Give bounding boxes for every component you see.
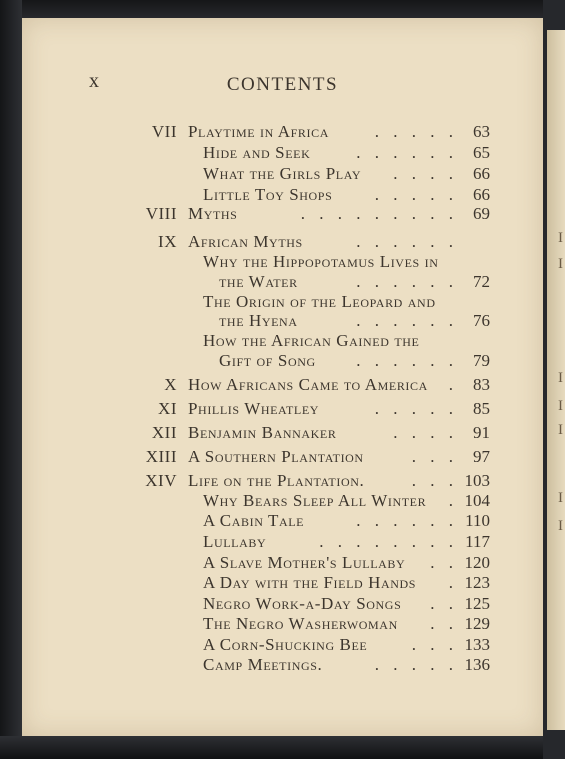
toc-entry — [22, 121, 490, 143]
page-ref: 85 — [473, 399, 490, 418]
toc-entry — [22, 490, 490, 512]
page-ref: 66 — [473, 164, 490, 183]
page-ref: 91 — [473, 423, 490, 442]
page-ref: 120 — [464, 553, 490, 572]
dot-leader: . . — [430, 614, 458, 633]
entry-title: A Slave Mother's Lullaby — [203, 553, 406, 572]
toc-entry — [22, 510, 490, 532]
toc-entry — [22, 613, 490, 635]
dot-leader: . . . . . . — [356, 351, 458, 370]
toc-entry — [22, 163, 490, 185]
facing-page-glyph: I — [558, 230, 563, 246]
dot-leader: . . . . . — [374, 122, 458, 141]
entry-title: How Africans Came to America — [188, 375, 428, 394]
chapter-numeral: XI — [158, 399, 177, 418]
page-ref: 123 — [464, 573, 490, 592]
dot-leader: . — [448, 375, 458, 394]
page-ref: 83 — [473, 375, 490, 394]
facing-page-glyph: I — [558, 256, 563, 272]
toc-entry — [22, 251, 490, 273]
toc-entry — [22, 142, 490, 164]
facing-page-edge — [547, 30, 565, 730]
facing-page-glyph: I — [558, 422, 563, 438]
dot-leader: . . . . — [393, 164, 458, 183]
dot-leader: . . . . . . . . — [319, 532, 458, 551]
chapter-numeral: XII — [151, 423, 177, 442]
toc-entry — [22, 552, 490, 574]
page-ref: 136 — [464, 655, 490, 674]
entry-title: Gift of Song — [219, 351, 316, 370]
toc-entry — [22, 470, 490, 492]
toc-entry — [22, 634, 490, 656]
entry-title: Why Bears Sleep All Winter — [203, 491, 427, 510]
entry-title: A Southern Plantation — [188, 447, 364, 466]
page-ref: 125 — [464, 594, 490, 613]
dot-leader: . . . — [411, 471, 458, 490]
book-cover-bottom — [0, 736, 565, 759]
toc-entry — [22, 593, 490, 615]
dot-leader: . . . . . — [374, 399, 458, 418]
entry-title: the Hyena — [219, 311, 298, 330]
entry-title: How the African Gained the — [203, 331, 420, 350]
facing-page-glyph: I — [558, 518, 563, 534]
entry-title: Negro Work-a-Day Songs — [203, 594, 402, 613]
entry-title: Myths — [188, 204, 238, 223]
entry-title: The Negro Washerwoman — [203, 614, 398, 633]
chapter-numeral: XIV — [145, 471, 177, 490]
facing-page-glyph: I — [558, 370, 563, 386]
entry-title: Camp Meetings. — [203, 655, 323, 674]
page-ref: 79 — [473, 351, 490, 370]
toc-entry — [22, 654, 490, 676]
toc-entry — [22, 203, 490, 225]
dot-leader: . . . . . . — [356, 272, 458, 291]
entry-title: Why the Hippopotamus Lives in — [203, 252, 439, 271]
toc-entry — [22, 350, 490, 372]
toc-entry — [22, 531, 490, 553]
dot-leader: . . . . . . — [356, 311, 458, 330]
entry-title: Hide and Seek — [203, 143, 311, 162]
entry-title: Life on the Plantation. — [188, 471, 365, 490]
page-ref: 65 — [473, 143, 490, 162]
chapter-numeral: VIII — [145, 204, 177, 223]
page-ref: 97 — [473, 447, 490, 466]
dot-leader: . — [448, 573, 458, 592]
entry-title: What the Girls Play — [203, 164, 362, 183]
entry-title: Playtime in Africa — [188, 122, 329, 141]
entry-title: A Cabin Tale — [203, 511, 305, 530]
dot-leader: . . . . . . . . . — [300, 204, 458, 223]
toc-entry — [22, 271, 490, 293]
facing-page-glyph: I — [558, 398, 563, 414]
dot-leader: . . . — [411, 635, 458, 654]
page-ref: 117 — [465, 532, 490, 551]
page-ref: 133 — [464, 635, 490, 654]
toc-entry — [22, 398, 490, 420]
page-ref: 129 — [464, 614, 490, 633]
page-ref: 104 — [464, 491, 490, 510]
toc-entry — [22, 572, 490, 594]
page-ref: 69 — [473, 204, 490, 223]
entry-title: African Myths — [188, 232, 303, 251]
page-ref: 103 — [464, 471, 490, 490]
page-number: x — [89, 70, 99, 92]
toc-entry — [22, 422, 490, 444]
dot-leader: . — [448, 491, 458, 510]
entry-title: Lullaby — [203, 532, 267, 551]
dot-leader: . . . — [411, 447, 458, 466]
dot-leader: . . . . — [393, 423, 458, 442]
page-ref: 66 — [473, 185, 490, 204]
dot-leader: . . . . . — [374, 185, 458, 204]
page-ref: 110 — [465, 511, 490, 530]
chapter-numeral: VII — [151, 122, 177, 141]
dot-leader: . . — [430, 594, 458, 613]
chapter-numeral: IX — [158, 232, 177, 251]
toc-entry — [22, 446, 490, 468]
entry-title: the Water — [219, 272, 298, 291]
book-cover-left — [0, 0, 22, 759]
facing-page-glyph: I — [558, 490, 563, 506]
entry-title: A Day with the Field Hands — [203, 573, 417, 592]
entry-title: The Origin of the Leopard and — [203, 292, 436, 311]
entry-title: Phillis Wheatley — [188, 399, 320, 418]
toc-entry — [22, 231, 490, 253]
entry-title: A Corn-Shucking Bee — [203, 635, 368, 654]
dot-leader: . . . . . . — [356, 143, 458, 162]
toc-entry — [22, 330, 490, 352]
toc-entry — [22, 310, 490, 332]
dot-leader: . . — [430, 553, 458, 572]
chapter-numeral: X — [164, 375, 177, 394]
dot-leader: . . . . . . — [356, 232, 458, 251]
toc-entry — [22, 374, 490, 396]
table-of-contents — [22, 0, 543, 718]
page-ref: 63 — [473, 122, 490, 141]
dot-leader: . . . . . . — [356, 511, 458, 530]
dot-leader: . . . . . — [374, 655, 458, 674]
entry-title: Benjamin Bannaker — [188, 423, 337, 442]
entry-title: Little Toy Shops — [203, 185, 333, 204]
chapter-numeral: XIII — [145, 447, 177, 466]
page-title: CONTENTS — [226, 74, 339, 95]
page-ref: 76 — [473, 311, 490, 330]
page-ref: 72 — [473, 272, 490, 291]
